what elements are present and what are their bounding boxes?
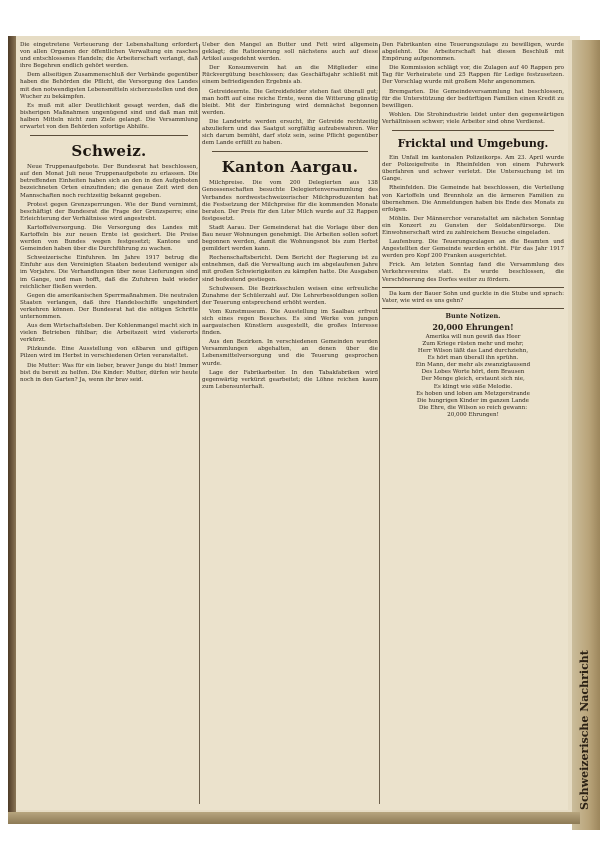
section-rule <box>30 135 188 136</box>
paragraph: Schweizerische Einfuhren. Im Jahre 1917 betrug die Einfuhr aus den Vereinigten Staaten bedeutend weniger als im Vorjahre. Die Verhandlungen über neue Lieferungen sind im Gange, und man hofft, daß die Zufuhren bald wieder reichlicher fließen werden. <box>20 255 198 290</box>
paragraph: Protest gegen Grenzsperrungen. Wie der Bund vernimmt, beschäftigt der Bundesrat die Frage der Grenzsperre; eine Erleichterung der Verhältnisse wird angestrebt. <box>20 201 198 222</box>
verse-line: Ein Mann, der mehr als zwanzigtausend <box>415 362 531 369</box>
paragraph: Vom Kunstmuseum. Die Ausstellung im Saalbau erfreut sich eines regen Besuches. Es sind Werke von jungen aargauischen Künstlern ausgestellt, die großes Interesse finden. <box>202 308 378 337</box>
paragraph: Der Konsumverein hat an die Mitglieder eine Rückvergütung beschlossen; das Geschäftsjahr schließt mit einem befriedigenden Ergebnis ab. <box>202 65 378 86</box>
paragraph: Kartoffelversorgung. Die Versorgung des Landes mit Kartoffeln bis zur neuen Ernte ist gesichert. Die Preise werden von Bundes wegen festgesetzt; Kantone und Gemeinden haben über die Durchführung zu wachen. <box>20 224 198 253</box>
paragraph: Rechenschaftsbericht. Dem Bericht der Regierung ist zu entnehmen, daß die Verwaltung auch im abgelaufenen Jahre mit großen Schwierigkeiten zu kämpfen hatte. Die Ausgaben sind bedeutend gestiegen. <box>202 255 378 283</box>
verse-line: Es hört man überall ihn sprühn. <box>427 355 519 362</box>
column-divider <box>379 44 380 804</box>
column-3 <box>382 42 564 804</box>
section-title-schweiz: Schweiz. <box>71 142 147 161</box>
section-title-fricktal: Fricktal und Umgebung. <box>397 137 549 151</box>
column-2 <box>202 42 378 804</box>
book-bottom-edge <box>8 812 580 824</box>
paragraph: Rheinfelden. Die Gemeinde hat beschlossen, die Verteilung von Kartoffeln und Brennholz an die ärmeren Familien zu übernehmen. Die Anmeldungen haben bis Ende des Monats zu erfolgen. <box>382 185 564 213</box>
verse-line: Amerika will nun gewiß das Heer <box>425 333 521 340</box>
paragraph: Neue Truppenaufgebote. Der Bundesrat hat beschlossen, auf den Monat Juli neue Truppenaufgebote zu erlassen. Die betreffenden Einheiten haben sich an den in den Aufgeboten bezeichneten Orten einzufinden; die genaue Zeit wird den Mannschaften noch rechtzeitig bekannt gegeben. <box>20 164 198 199</box>
verse-line: Es klingt wie süße Melodie. <box>433 383 513 390</box>
verse-line: Die hungrigen Kinder im ganzen Lande <box>417 397 529 404</box>
verse-line: Die Ehre, die Wilson so reich gewann: <box>418 404 528 411</box>
spine-label: Schweizerische Nachricht <box>578 650 591 810</box>
paragraph: Bremgarten. Die Gemeindeversammlung hat beschlossen, für die Unterstützung der bedürftigen Familien einen Kredit zu bewilligen. <box>382 88 564 109</box>
paragraph: Getreideernte. Die Getreidefelder stehen fast überall gut; man hofft auf eine reiche Ernte, wenn die Witterung günstig bleibt. Mit der Einbringung wird demnächst begonnen werden. <box>202 88 378 116</box>
paragraph: Ein Unfall im kantonalen Polizeikorps. Am 23. April wurde der Polizeigefreite in Rheinfelden von einem Fuhrwerk überfahren und schwer verletzt. Die Untersuchung ist im Gange. <box>382 155 564 183</box>
column-divider <box>199 44 200 804</box>
paragraph: Die Kommission schlägt vor, die Zulagen auf 40 Rappen pro Tag für Verheiratete und 25 Rappen für Ledige festzusetzen. Der Vorschlag wurde mit großem Mehr angenommen. <box>382 65 564 86</box>
verse-line: Der Menge gleich, erstaunt sich nie, <box>421 376 525 383</box>
paragraph: Pilzkunde. Eine Ausstellung von eßbaren und giftigen Pilzen wird im Herbst in verschiedenen Orten veranstaltet. <box>20 346 198 360</box>
newspaper-page <box>16 40 568 810</box>
paragraph: Frick. Am letzten Sonntag fand die Versammlung des Verkehrsvereins statt. Es wurde beschlossen, die Verschönerung des Dorfes weiter zu fördern. <box>382 262 564 283</box>
paragraph: Die Mutter: Was für ein lieber, braver Junge du bist! Immer bist du bereit zu helfen. Die Kinder: Mutter, dürfen wir heute noch in den Garten? Ja, wenn ihr brav seid. <box>20 362 198 383</box>
notice-headline: 20,000 Ehrungen! <box>432 321 514 332</box>
notices-title: Bunte Notizen. <box>445 311 501 320</box>
verse-line: Zum Kriege rüsten mehr und mehr; <box>422 341 524 347</box>
paragraph: Die eingetretene Verteuerung der Lebenshaltung erfordert von allen Organen der öffentlichen Verwaltung ein rasches und entschlossenes Handeln; die Arbeiterschaft verlangt, daß ihre Begehren endlich gehört werden. <box>20 42 198 70</box>
paragraph: Ueber den Mangel an Butter und Fett wird allgemein geklagt; die Rationierung soll nächstens auch auf diese Artikel ausgedehnt werden. <box>202 42 378 63</box>
paragraph: Gegen die amerikanischen Sperrmaßnahmen. Die neutralen Staaten verlangen, daß ihre Handelsschiffe ungehindert verkehren können. Der Bundesrat hat die nötigen Schritte unternommen. <box>20 292 198 320</box>
column-1 <box>20 42 198 804</box>
paragraph: Stadt Aarau. Der Gemeinderat hat die Vorlage über den Bau neuer Wohnungen genehmigt. Die Arbeiten sollen sofort begonnen werden, damit die Wohnungsnot bis zum Herbst gemildert werden kann. <box>202 224 378 253</box>
paragraph: Aus den Bezirken. In verschiedenen Gemeinden wurden Versammlungen abgehalten, an denen über die Lebensmittelversorgung und die Teuerung gesprochen wurde. <box>202 339 378 367</box>
section-rule <box>382 308 564 309</box>
verse-line: Des Lobes Worte hört, dem Brausen <box>421 369 525 376</box>
section-rule <box>212 151 368 152</box>
paragraph: Den Fabrikanten eine Teuerungszulage zu bewilligen, wurde abgelehnt. Die Arbeiterschaft hat diesen Beschluß mit Empörung aufgenommen. <box>382 42 564 63</box>
paragraph: Lage der Fabrikarbeiter. In den Tabakfabriken wird gegenwärtig verkürzt gearbeitet; die Löhne reichen kaum zum Lebensunterhalt. <box>202 369 378 390</box>
book-left-edge <box>8 36 16 816</box>
verse-line: 20,000 Ehrungen! <box>447 411 499 418</box>
paragraph: Schulwesen. Die Bezirksschulen weisen eine erfreuliche Zunahme der Schülerzahl auf. Die Lehrerbesoldungen sollen der Teuerung entsprechend erhöht werden. <box>202 285 378 306</box>
paragraph: Die Landwirte werden ersucht, ihr Getreide rechtzeitig abzuliefern und das Saatgut sorgfältig aufzubewahren. Wer sich darum bemüht, darf stolz sein, seine Pflicht gegenüber dem Lande erfüllt zu haben. <box>202 118 378 147</box>
section-rule <box>382 287 564 288</box>
verse-line: Herr Wilson läßt das Land durchziehn, <box>417 348 529 355</box>
paragraph: Milchpreise. Die vom 200 Delegierten aus 138 Genossenschaften besuchte Delegiertenversammlung des Verbandes nordwestschweizerischer Milchproduzenten hat die Festsetzung der Milchpreise für die kommenden Monate beraten. Der Preis für den Liter Milch wurde auf 32 Rappen festgesetzt. <box>202 180 378 222</box>
verse-line: Es hoben und loben am Metzgerstrande <box>416 390 530 397</box>
paragraph: Möhlin. Der Männerchor veranstaltet am nächsten Sonntag ein Konzert zu Gunsten der Soldatenfürsorge. Die Einwohnerschaft wird zu zahlreichem Besuche eingeladen. <box>382 215 564 236</box>
section-rule <box>392 130 554 131</box>
paragraph: Wohlen. Die Strohindustrie leidet unter den gegenwärtigen Verhältnissen schwer; viele Arbeiter sind ohne Verdienst. <box>382 111 564 125</box>
section-title-kanton-aargau: Kanton Aargau. <box>221 158 359 177</box>
paragraph: Dem allseitigen Zusammenschluß der Verbände gegenüber haben die Behörden die Pflicht, die Versorgung des Landes mit den notwendigsten Lebensmitteln sicherzustellen und den Wucher zu bekämpfen. <box>20 72 198 100</box>
paragraph: Es muß mit aller Deutlichkeit gesagt werden, daß die bisherigen Maßnahmen ungenügend sind und daß man mit halben Mitteln nicht zum Ziele gelangt. Die Versammlung erwartet von den Behörden sofortige Abhilfe. <box>20 102 198 131</box>
paragraph: Da kam der Bauer Sohn und guckte in die Stube und sprach: Vater, wie wird es uns gehn? <box>382 290 564 304</box>
paragraph: Laufenburg. Die Teuerungszulagen an die Beamten und Angestellten der Gemeinde wurden erhöht. Für das Jahr 1917 werden pro Kopf 200 Franken ausgerichtet. <box>382 239 564 260</box>
paragraph: Aus dem Wirtschaftsleben. Der Kohlenmangel macht sich in vielen Betrieben fühlbar; die Arbeitszeit wird vielerorts verkürzt. <box>20 323 198 344</box>
